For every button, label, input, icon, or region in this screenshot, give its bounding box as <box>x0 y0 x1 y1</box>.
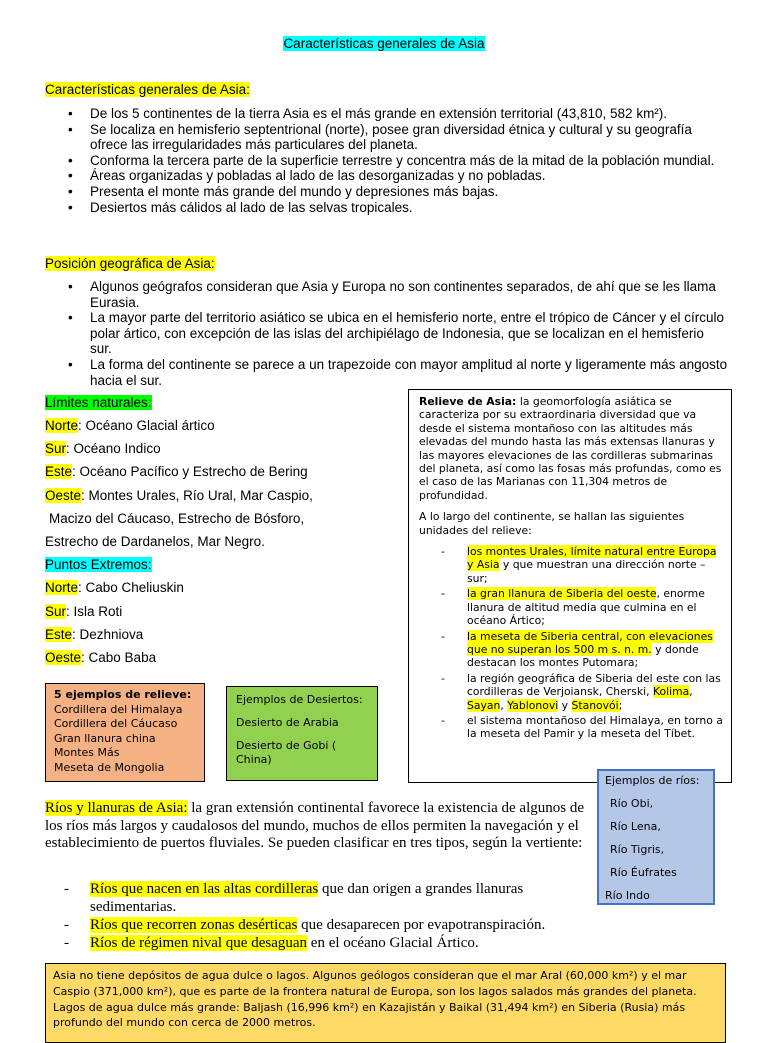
list-item: • Se localiza en hemisferio septentrional (norte), posee gran diversidad étnica y cultural y su geografía ofrece las irregularidades más particulares del planeta. <box>68 122 728 153</box>
list-item: • Desiertos más cálidos al lado de las selvas tropicales. <box>68 200 728 216</box>
list-item: Meseta de Mongolia <box>54 760 165 774</box>
list-item: Río Obi, <box>610 797 654 810</box>
list-item: • Algunos geógrafos consideran que Asia y Europa no son continentes separados, de ahí que se les llama Eurasia. <box>68 279 728 310</box>
posicion-list <box>68 279 728 388</box>
section-heading-puntos: Puntos Extremos: <box>45 557 152 572</box>
ejemplos-desiertos-box <box>226 686 378 781</box>
list-item: • Conforma la tercera parte de la superficie terrestre y concentra más de la mitad de la población mundial. <box>68 153 728 169</box>
page-title: Características generales de Asia <box>283 36 485 51</box>
list-item: - Ríos que recorren zonas desérticas que desaparecen por evapotranspiración. <box>64 916 724 934</box>
list-item: Montes Más <box>54 746 120 760</box>
section-heading-limites: Límites naturales: <box>45 395 152 410</box>
punto-norte: Norte: Cabo Cheliuskin <box>45 580 184 595</box>
list-item: Río Indo <box>605 889 650 902</box>
relieve-asia-intro: Relieve de Asia: la geomorfología asiática se caracteriza por su extraordinaria diversidad que va desde el sistema montañoso con las altitudes más elevadas del mundo hasta las más extensas llanuras y las mayores elevaciones de las cordilleras submarinas del planeta, así como las fosas más profundas, como es el caso de las Marianas con 11,304 metros de profundidad. <box>419 395 722 502</box>
list-item: • La forma del continente se parece a un trapezoide con mayor amplitud al norte y ligeramente más angosto hacia el sur. <box>68 357 728 388</box>
list-item: Desierto de Arabia <box>236 716 339 729</box>
caracteristicas-list <box>68 106 728 215</box>
list-item: Río Lena, <box>610 820 661 833</box>
list-item: - Ríos de régimen nival que desaguan en el océano Glacial Ártico. <box>64 934 724 952</box>
limite-oeste-line2: Macizo del Cáucaso, Estrecho de Bósforo, <box>49 511 305 526</box>
punto-oeste: Oeste: Cabo Baba <box>45 650 157 665</box>
relieve-asia-box <box>408 389 732 783</box>
list-item: • De los 5 continentes de la tierra Asia es el más grande en extensión territorial (43,810, 582 km²). <box>68 106 728 122</box>
punto-sur: Sur: Isla Roti <box>45 604 123 619</box>
section-heading-posicion: Posición geográfica de Asia: <box>45 256 215 271</box>
list-item: Cordillera del Cáucaso <box>54 717 178 731</box>
ejemplos-relieve-box <box>45 683 205 782</box>
list-item: Desierto de Gobi ( China) <box>236 739 337 766</box>
list-item: - el sistema montañoso del Himalaya, en torno a la meseta del Pamir y la meseta del Tíbet. <box>419 714 723 741</box>
list-item: • Presenta el monte más grande del mundo y depresiones más bajas. <box>68 184 728 200</box>
punto-este: Este: Dezhniova <box>45 627 144 642</box>
list-item: - la gran llanura de Siberia del oeste, enorme llanura de altitud media que culmina en el océano Ártico; <box>419 587 723 627</box>
list-item: Gran llanura china <box>54 731 156 745</box>
relieve-units-list <box>419 545 723 741</box>
list-item: • La mayor parte del territorio asiático se ubica en el hemisferio norte, entre el trópico de Cáncer y el círculo polar ártico, con excepción de las islas del archipiélago de Indonesia, que se localizan en el hemisferio sur. <box>68 310 728 357</box>
section-heading-caracteristicas: Características generales de Asia: <box>45 82 250 97</box>
rios-llanuras-paragraph: Ríos y llanuras de Asia: la gran extensión continental favorece la existencia de algunos de los ríos más largos y caudalosos del mundo, muchos de ellos permiten la navegación y el establecimiento de puertos fluviales. Se pueden clasificar en tres tipos, según la vertiente: <box>45 800 585 852</box>
lagos-box: Asia no tiene depósitos de agua dulce o lagos. Algunos geólogos consideran que el mar Aral (60,000 km²) y el mar Caspio (371,000 km²), que es parte de la frontera natural de Europa, son los lagos salados más grandes del planeta. Lagos de agua dulce más grande: Baljash (16,996 km²) en Kazajistán y Baikal (31,494 km²) en Siberia (Rusia) más profundo del mundo con cerca de 2000 metros. <box>45 963 726 1043</box>
list-item: • Áreas organizadas y pobladas al lado de las desorganizadas y no pobladas. <box>68 168 728 184</box>
list-item: Cordillera del Himalaya <box>54 702 183 716</box>
limite-este: Este: Océano Pacífico y Estrecho de Bering <box>45 464 308 479</box>
limite-sur: Sur: Océano Indico <box>45 441 161 456</box>
ejemplos-desiertos-title: Ejemplos de Desiertos: <box>236 693 363 706</box>
list-item: - Ríos que nacen en las altas cordilleras que dan origen a grandes llanuras sedimentarias. <box>64 880 560 916</box>
ejemplos-rios-title: Ejemplos de ríos: <box>605 774 700 787</box>
relieve-asia-subintro: A lo largo del continente, se hallan las siguientes unidades del relieve: <box>419 510 685 537</box>
limite-norte: Norte: Océano Glacial ártico <box>45 418 215 433</box>
list-item: - la meseta de Siberia central, con elevaciones que no superan los 500 m s. n. m. y donde destacan los montes Putomara; <box>419 630 723 670</box>
rios-tipos-list <box>64 880 724 952</box>
limite-oeste-line3: Estrecho de Dardanelos, Mar Negro. <box>45 534 265 549</box>
list-item: - los montes Urales, límite natural entre Europa y Asia y que muestran una dirección norte – sur; <box>419 545 723 585</box>
ejemplos-relieve-title: 5 ejemplos de relieve: <box>54 688 192 701</box>
list-item: Río Tigris, <box>610 843 665 856</box>
list-item: Río Éufrates <box>610 866 677 879</box>
limite-oeste: Oeste: Montes Urales, Río Ural, Mar Caspio, <box>45 488 313 503</box>
list-item: - la región geográfica de Siberia del este con las cordilleras de Verjoiansk, Cherski, Kolima, Sayan, Yablonovi y Stanovói; <box>419 672 723 712</box>
